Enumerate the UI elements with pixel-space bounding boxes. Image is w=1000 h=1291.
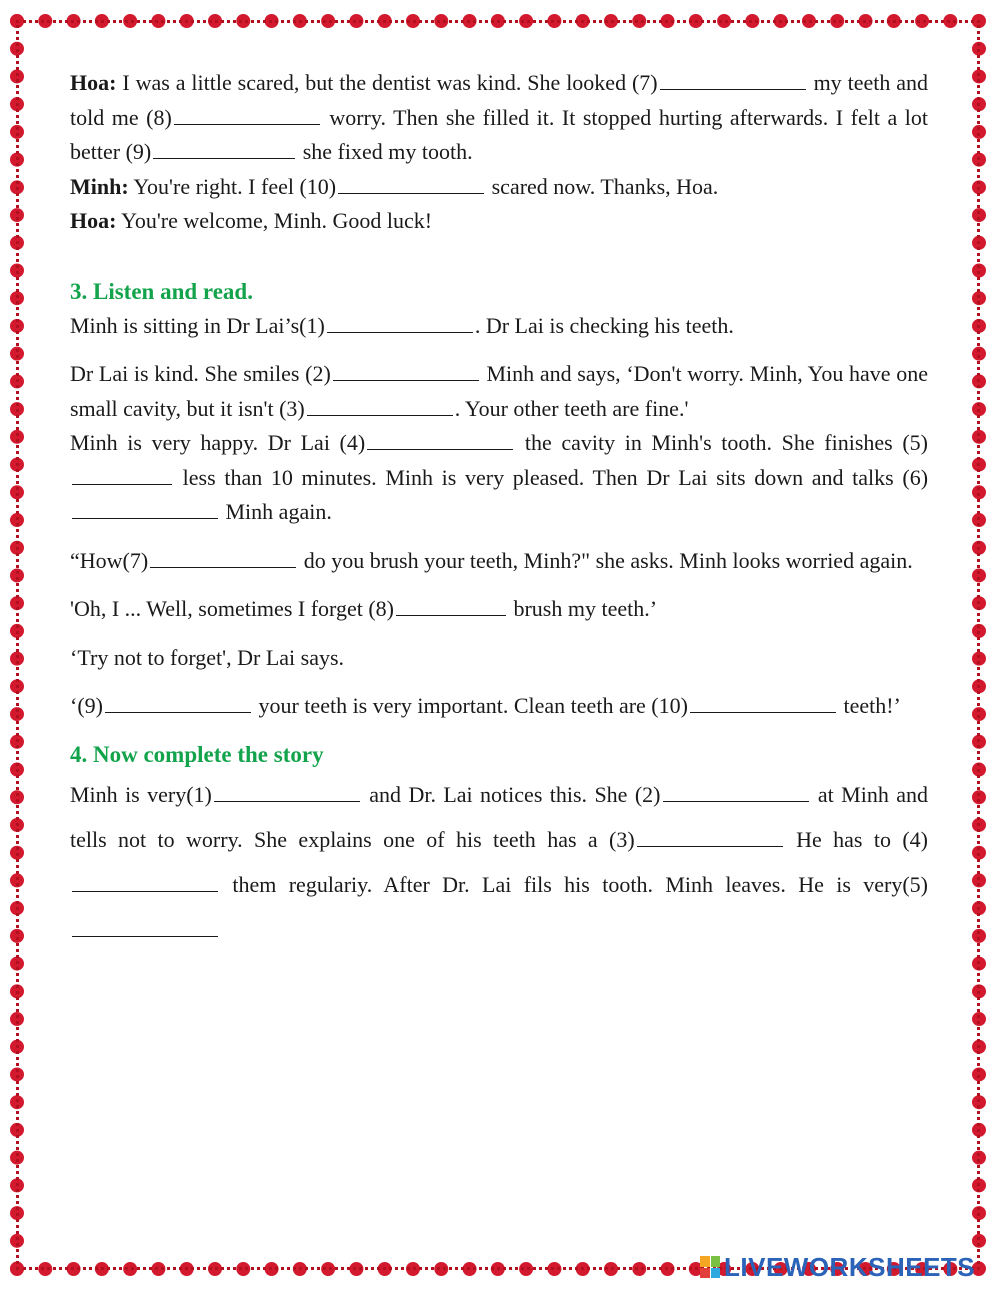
logo-icon — [700, 1256, 720, 1278]
blank-8[interactable] — [174, 102, 320, 125]
blank-5[interactable] — [72, 914, 218, 937]
blank-10[interactable] — [690, 690, 836, 713]
dialogue-line-minh: Minh: You're right. I feel (10) scared now. Thanks, Hoa. — [70, 170, 928, 205]
blank-7[interactable] — [150, 545, 296, 568]
s3-paragraph-6: ‘Try not to forget', Dr Lai says. — [70, 644, 345, 670]
blank-3[interactable] — [307, 393, 453, 416]
section-4-heading: 4. Now complete the story — [70, 741, 324, 767]
speaker-label: Hoa: — [70, 70, 117, 95]
dialogue-line-hoa-1: Hoa: I was a little scared, but the dentist was kind. She looked (7) my teeth and told me (8) worry. Then she filled it. It stopped hurting afterwards. I felt a lot better (9) she fixed my tooth. — [70, 66, 928, 170]
s3-paragraph-3: Minh is very happy. Dr Lai (4) the cavity in Minh's tooth. She finishes (5) less than 10 minutes. Minh is very pleased. Then Dr Lai sits down and talks (6) Minh again. — [70, 426, 928, 530]
blank-10[interactable] — [338, 171, 484, 194]
speaker-label: Hoa: — [70, 208, 117, 233]
blank-1[interactable] — [327, 310, 473, 333]
blank-1[interactable] — [214, 779, 360, 802]
s4-paragraph: Minh is very(1) and Dr. Lai notices this. She (2) at Minh and tells not to worry. She explains one of his teeth has a (3) He has to (4) them regulariy. After Dr. Lai fils his tooth. Minh leaves. He is very(5) — [70, 772, 928, 952]
blank-4[interactable] — [367, 427, 513, 450]
section-4-body — [70, 772, 928, 952]
blank-2[interactable] — [663, 779, 809, 802]
blank-5[interactable] — [72, 462, 172, 485]
blank-9[interactable] — [153, 136, 295, 159]
s3-paragraph-5: 'Oh, I ... Well, sometimes I forget (8) brush my teeth.’ — [70, 592, 928, 627]
blank-2[interactable] — [333, 358, 479, 381]
liveworksheets-logo — [700, 1253, 975, 1281]
blank-8[interactable] — [396, 593, 506, 616]
s3-paragraph-2: Dr Lai is kind. She smiles (2) Minh and says, ‘Don't worry. Minh, You have one small cavity, but it isn't (3) . Your other teeth are fine.' — [70, 357, 928, 426]
dialogue-line-hoa-2: Hoa: You're welcome, Minh. Good luck! — [70, 208, 433, 233]
s3-paragraph-1: Minh is sitting in Dr Lai’s(1) . Dr Lai is checking his teeth. — [70, 309, 928, 344]
s3-paragraph-4: “How(7) do you brush your teeth, Minh?" she asks. Minh looks worried again. — [70, 544, 928, 579]
blank-4[interactable] — [72, 869, 218, 892]
speaker-label: Minh: — [70, 173, 129, 199]
section-3-heading: 3. Listen and read. — [70, 278, 253, 304]
blank-6[interactable] — [72, 496, 218, 519]
blank-7[interactable] — [660, 67, 806, 90]
blank-9[interactable] — [105, 690, 251, 713]
worksheet-content — [70, 66, 928, 952]
s3-paragraph-7: ‘(9) your teeth is very important. Clean teeth are (10) teeth!’ — [70, 689, 928, 724]
blank-3[interactable] — [637, 824, 783, 847]
logo-text: LIVEWORKSHEETS — [724, 1251, 976, 1282]
